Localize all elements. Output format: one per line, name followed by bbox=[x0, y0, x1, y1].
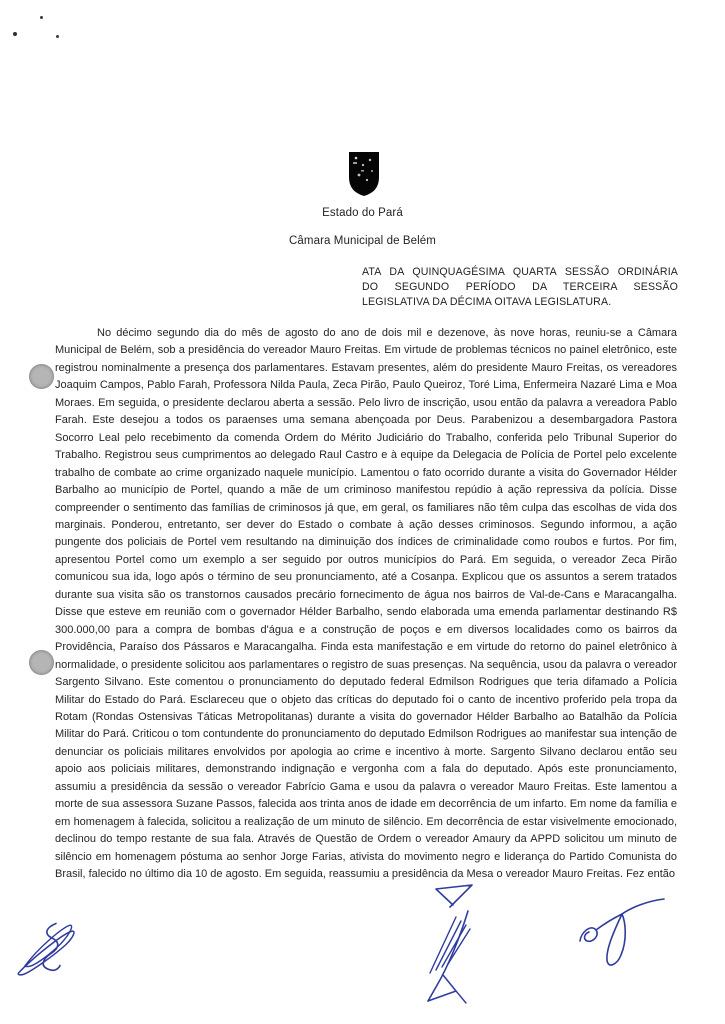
hole-punch bbox=[29, 364, 54, 389]
session-title-line: LEGISLATIVA DA DÉCIMA OITAVA LEGISLATURA. bbox=[362, 296, 612, 309]
scan-speck bbox=[56, 35, 59, 38]
para-coat-of-arms-icon bbox=[348, 151, 380, 197]
session-title-line: ATA DA QUINQUAGÉSIMA QUARTA SESSÃO ORDINÁRIA bbox=[362, 266, 678, 278]
scan-speck bbox=[13, 32, 17, 36]
signature-scribble-center bbox=[416, 881, 480, 1009]
minutes-body-paragraph: No décimo segundo dia do mês de agosto do ano de dois mil e dezenove, às nove horas, reuniu-se a Câmara Municipal de Belém, sob a presidência do vereador Mauro Freitas. Em virtude de problemas técnicos no painel eletrônico, este registrou nominalmente a presença dos parlamentares. Estavam presentes, além do presidente Mauro Freitas, os vereadores Joaquim Campos, Pablo Farah, Professora Nilda Paula, Zeca Pirão, Paulo Queiroz, Toré Lima, Enfermeira Nazaré Lima e Moa Moraes. Em seguida, o presidente declarou aberta a sessão. Pelo livro de inscrição, usou então da palavra a vereadora Pablo Farah. Este desejou a todos os paraenses uma semana abençoada por Deus. Parabenizou a desembargadora Pastora Socorro Leal pelo recebimento da comenda Ordem do Mérito Judiciário do Trabalho, conferida pelo Tribunal Superior do Trabalho. Registrou seus cumprimentos ao delegado Raul Castro e à equipe da Delegacia de Polícia de Portel pelo excelente trabalho de combate ao crime organizado naquele município. Lamentou o fato ocorrido durante a visita do Governador Hélder Barbalho ao município de Portel, quando a mãe de um criminoso manifestou repúdio à ação repressiva da polícia. Disse compreender o sentimento das famílias de criminosos já que, em geral, os familiares não têm culpa das escolhas de vida dos marginais. Ponderou, entretanto, ser dever do Estado o combate à ação desses criminosos. Segundo informou, a ação pungente dos policiais de Portel vem resultando na diminuição dos índices de criminalidade como roubos e furtos. Por fim, apresentou Portel como um exemplo a ser seguido por outros municípios do Pará. Em seguida, o vereador Zeca Pirão comunicou sua ida, logo após o término de seu pronunciamento, até a Cosanpa. Explicou que os assuntos a serem tratados durante sua visita são os transtornos causados precário fornecimento de água nos bairros de Val-de-Cans e Maracangalha. Disse que esteve em reunião com o governador Hélder Barbalho, sendo elaborada uma emenda parlamentar destinando R$ 300.000,00 para a compra de bombas d'água e a construção de poços e em diversos localidades como os bairros da Providência, Paraíso dos Pássaros e Maracangalha. Finda esta manifestação e em virtude do retorno do painel eletrônico à normalidade, o presidente solicitou aos parlamentares o registro de suas presenças. Na sequência, usou da palavra o vereador Sargento Silvano. Este comentou o pronunciamento do deputado federal Edmilson Rodrigues que teria difamado a Polícia Militar do Estado do Pará. Esclareceu que o objeto das críticas do deputado foi o canto de incentivo proferido pela tropa da Rotam (Rondas Ostensivas Táticas Metropolitanas) durante a visita do governador Hélder Barbalho ao Batalhão da Polícia Militar do Pará. Criticou o tom contundente do pronunciamento do deputado Edmilson Rodrigues ao manifestar sua intenção de denunciar os policiais militares envolvidos por apologia ao crime e incentivo à morte. Sargento Silvano declarou então seu apoio aos policiais militares, demonstrando indignação e vergonha com a fala do deputado. Após este pronunciamento, assumiu a presidência da sessão o vereador Fabrício Gama e usou da palavra o vereador Mauro Freitas. Este lamentou a morte de sua assessora Suzane Passos, falecida aos trinta anos de idade em decorrência de um infarto. Em nome da família e em homenagem à falecida, solicitou a realização de um minuto de silêncio. Em decorrência de estar visivelmente emocionado, declinou do tempo restante de sua fala. Através de Questão de Ordem o vereador Amaury da APPD solicitou um minuto de silêncio em homenagem póstuma ao senhor Jorge Farias, ativista do movimento negro e liderança do Partido Comunista do Brasil, falecido no último dia 10 de agosto. Em seguida, reassumiu a presidência da Mesa o vereador Mauro Freitas. Fez então bbox=[55, 327, 677, 881]
scan-speck bbox=[40, 16, 43, 19]
signature-scribble-left bbox=[16, 920, 78, 977]
chamber-name: Câmara Municipal de Belém bbox=[289, 235, 436, 247]
signature-scribble-right bbox=[574, 897, 666, 979]
state-name: Estado do Pará bbox=[322, 207, 403, 219]
session-title bbox=[362, 265, 678, 310]
session-title-line: DO SEGUNDO PERÍODO DA TERCEIRA SESSÃO bbox=[362, 281, 678, 294]
hole-punch bbox=[29, 650, 54, 675]
